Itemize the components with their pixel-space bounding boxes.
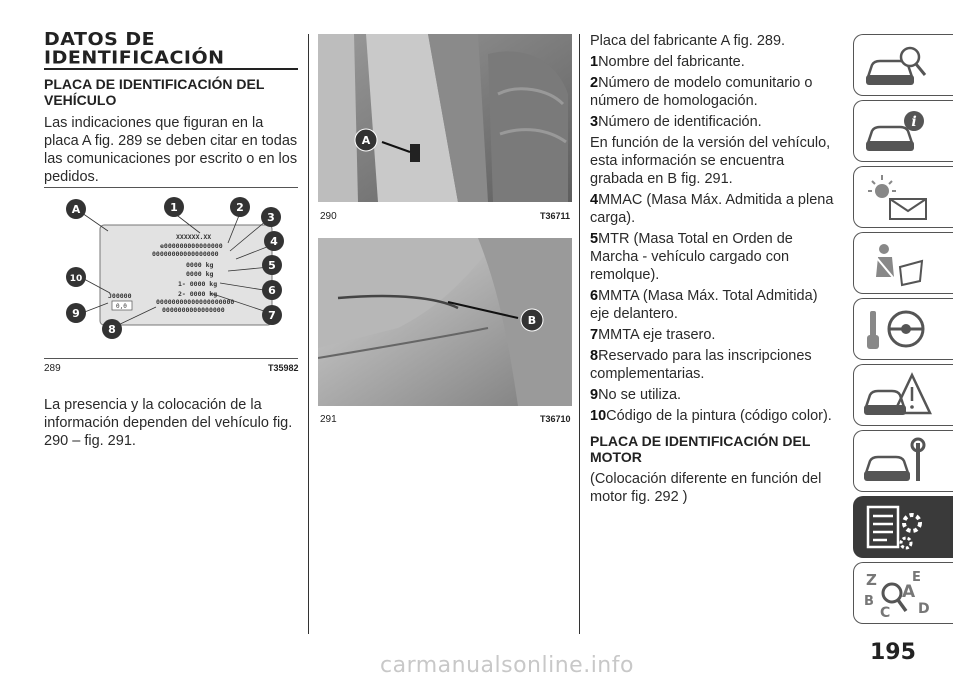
list-item-2: 2Número de modelo comunitario o número de homologación. [590, 75, 813, 109]
callout-9: 9 [72, 307, 80, 320]
list-item-4: 4MMAC (Masa Máx. Admitida a plena carga). [590, 192, 834, 226]
figure-290-code: T36711 [540, 211, 571, 221]
column-1 [44, 76, 298, 186]
plate-line-3: 00000000000000000 [152, 250, 219, 258]
figure-290-callout: A [361, 134, 371, 147]
plate-line-8: 00000000000000000000 [156, 298, 235, 306]
tab-warning-lights[interactable] [853, 166, 953, 228]
title-rule [44, 68, 298, 70]
list-item-8: 8Reservado para las inscripciones complementarias. [590, 348, 812, 382]
paragraph-engine-placement: (Colocación diferente en función del motor fig. 292 ) [590, 471, 822, 505]
list-item-5: 5MTR (Masa Total en Orden de Marcha - vehículo cargado con remolque). [590, 231, 793, 283]
alphabetical-index-icon [862, 567, 932, 621]
tab-car-breakdown[interactable] [853, 364, 953, 426]
plate-line-9: 0000000000000000 [162, 306, 225, 314]
section-title: DATOS DE IDENTIFICACIÓN [44, 29, 225, 68]
warning-lights-icon [862, 171, 932, 225]
intro-line: Placa del fabricante A fig. 289. [590, 33, 786, 49]
index-letter-d: D [918, 601, 930, 617]
callout-7: 7 [268, 309, 276, 322]
callout-8: 8 [108, 323, 116, 336]
column-1-lower [44, 396, 298, 450]
list-item-7: 7MMTA eje trasero. [590, 327, 716, 343]
index-letter-c: C [880, 605, 891, 621]
figure-289-plate-diagram [60, 195, 288, 345]
plate-paint-code: J00000 [108, 292, 132, 300]
callout-4: 4 [270, 235, 278, 248]
tab-alphabetical-index[interactable] [853, 562, 953, 624]
figure-290-number: 290 [320, 211, 337, 222]
figure-291-callout: B [527, 314, 537, 327]
plate-line-4: 0000 kg [186, 261, 214, 269]
callout-1: 1 [170, 201, 178, 214]
index-letter-b: B [864, 594, 874, 609]
callout-2: 2 [236, 201, 244, 214]
figure-289-top-rule [44, 187, 298, 188]
column-3 [590, 32, 840, 506]
figure-291-code: T36710 [540, 414, 571, 424]
key-steering-wheel-icon [862, 303, 932, 357]
subheading-vehicle-plate: PLACA DE IDENTIFICACIÓN DEL VEHÍCULO [44, 76, 265, 108]
tab-car-info[interactable] [853, 100, 953, 162]
paragraph-presence: La presencia y la colocación de la información dependen del vehículo fig. 290 – fig. 291. [44, 397, 293, 449]
paragraph-engraved: En función de la versión del vehículo, esta información se encuentra grabada en B fig. 291. [590, 135, 831, 187]
list-item-6: 6MMTA (Masa Máx. Total Admitida) eje delantero. [590, 288, 818, 322]
plate-box-value: 0,0 [116, 303, 127, 310]
watermark: carmanualsonline.info [380, 653, 634, 678]
plate-line-5: 0000 kg [186, 270, 214, 278]
plate-line-1: XXXXXX.XX [176, 233, 212, 241]
column-divider-2 [579, 34, 580, 634]
svg-text:i: i [911, 114, 917, 130]
technical-data-icon [862, 501, 932, 555]
list-item-10: 10Código de la pintura (código color). [590, 408, 832, 424]
list-item-3: 3Número de identificación. [590, 114, 762, 130]
car-search-icon [862, 39, 932, 93]
plate-line-2: e000000000000000 [160, 242, 223, 250]
callout-6: 6 [268, 284, 276, 297]
figure-289-number: 289 [44, 363, 61, 374]
callout-A: A [71, 203, 81, 216]
tab-airbag-seat[interactable] [853, 232, 953, 294]
callout-10: 10 [69, 274, 83, 284]
tab-technical-data[interactable] [853, 496, 953, 558]
figure-289-code: T35982 [268, 363, 299, 373]
page-number: 195 [870, 640, 916, 665]
tab-car-search[interactable] [853, 34, 953, 96]
list-item-9: 9No se utiliza. [590, 387, 682, 403]
plate-line-7: 2- 0000 kg [178, 290, 218, 298]
list-item-1: 1Nombre del fabricante. [590, 54, 745, 70]
callout-5: 5 [268, 259, 276, 272]
index-letter-a: A [902, 582, 916, 602]
figure-289-bottom-rule [44, 358, 298, 359]
figure-290-photo [318, 34, 572, 202]
tab-car-wrench[interactable] [853, 430, 953, 492]
index-letter-z: Z [866, 571, 877, 589]
plate-line-6: 1- 0000 kg [178, 280, 218, 288]
figure-291-number: 291 [320, 414, 337, 425]
figure-291-photo [318, 238, 572, 406]
airbag-seat-icon [862, 237, 932, 291]
index-letter-e: E [912, 570, 921, 585]
paragraph-plate-info: Las indicaciones que figuran en la placa A fig. 289 se deben citar en todas las comunicaciones por escrito o en los pedidos. [44, 115, 298, 185]
car-breakdown-icon [862, 369, 932, 423]
tab-key-steering[interactable] [853, 298, 953, 360]
subheading-engine-plate: PLACA DE IDENTIFICACIÓN DEL MOTOR [590, 433, 811, 465]
car-info-icon [862, 105, 932, 159]
callout-3: 3 [267, 211, 275, 224]
column-divider-1 [308, 34, 309, 634]
car-wrench-icon [862, 435, 932, 489]
